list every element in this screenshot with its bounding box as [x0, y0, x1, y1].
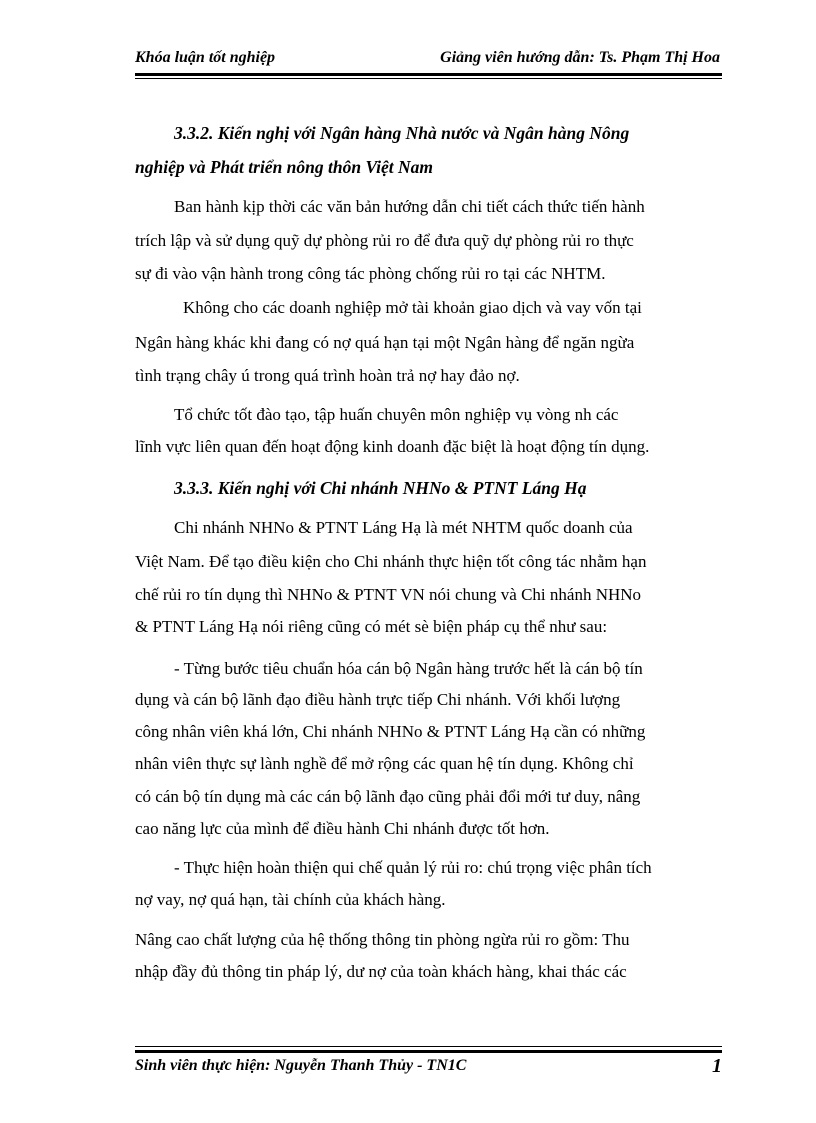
- header-rule-thick: [135, 73, 722, 76]
- paragraph-line: - Thực hiện hoàn thiện qui chế quản lý rủi ro: chú trọng việc phân tích: [174, 858, 652, 877]
- paragraph-line: nợ vay, nợ quá hạn, tài chính của khách hàng.: [135, 890, 446, 909]
- paragraph-line: & PTNT Láng Hạ nói riêng cũng có mét sè biện pháp cụ thể như sau:: [135, 617, 608, 636]
- section-heading-332-line1: 3.3.2. Kiến nghị với Ngân hàng Nhà nước và Ngân hàng Nông: [174, 123, 630, 143]
- paragraph-line: cao năng lực của mình để điều hành Chi nhánh được tốt hơn.: [135, 819, 550, 838]
- paragraph-line: Nâng cao chất lượng của hệ thống thông tin phòng ngừa rủi ro gồm: Thu: [135, 930, 630, 949]
- paragraph-line: Ban hành kịp thời các văn bản hướng dẫn chi tiết cách thức tiến hành: [174, 197, 645, 216]
- paragraph-line: Việt Nam. Để tạo điều kiện cho Chi nhánh thực hiện tốt công tác nhằm hạn: [135, 552, 647, 571]
- footer-student: Sinh viên thực hiện: Nguyễn Thanh Thủy - TN1C: [135, 1057, 467, 1074]
- paragraph-line: lĩnh vực liên quan đến hoạt động kinh doanh đặc biệt là hoạt động tín dụng.: [135, 437, 650, 456]
- paragraph-line: Chi nhánh NHNo & PTNT Láng Hạ là mét NHTM quốc doanh của: [174, 518, 633, 537]
- header-thesis-label: Khóa luận tốt nghiệp: [135, 49, 276, 66]
- footer-rule-thick: [135, 1050, 722, 1053]
- paragraph-line: có cán bộ tín dụng mà các cán bộ lãnh đạo cũng phải đổi mới tư duy, nâng: [135, 787, 641, 806]
- paragraph-line: công nhân viên khá lớn, Chi nhánh NHNo & PTNT Láng Hạ cần có những: [135, 722, 646, 741]
- paragraph-line: Tổ chức tốt đào tạo, tập huấn chuyên môn nghiệp vụ vòng nh các: [174, 405, 619, 424]
- paragraph-line: tình trạng chây ú trong quá trình hoàn trả nợ hay đảo nợ.: [135, 366, 520, 385]
- paragraph-line: nhập đầy đủ thông tin pháp lý, dư nợ của toàn khách hàng, khai thác các: [135, 962, 627, 981]
- section-heading-332-line2: nghiệp và Phát triển nông thôn Việt Nam: [135, 157, 434, 177]
- paragraph-line: - Từng bước tiêu chuẩn hóa cán bộ Ngân hàng trước hết là cán bộ tín: [174, 659, 643, 678]
- paragraph-line: nhân viên thực sự lành nghề để mở rộng các quan hệ tín dụng. Không chỉ: [135, 754, 634, 773]
- paragraph-line: chế rủi ro tín dụng thì NHNo & PTNT VN nói chung và Chi nhánh NHNo: [135, 585, 642, 604]
- paragraph-line: dụng và cán bộ lãnh đạo điều hành trực tiếp Chi nhánh. Với khối lượng: [135, 690, 621, 709]
- paragraph-line: trích lập và sử dụng quỹ dự phòng rủi ro để đưa quỹ dự phòng rủi ro thực: [135, 231, 634, 250]
- footer-rule-thin: [135, 1046, 722, 1047]
- page-header: [135, 49, 720, 71]
- paragraph-line: Ngân hàng khác khi đang có nợ quá hạn tại một Ngân hàng để ngăn ngừa: [135, 333, 635, 352]
- header-rule-thin: [135, 78, 722, 79]
- section-heading-333: 3.3.3. Kiến nghị với Chi nhánh NHNo & PTNT Láng Hạ: [174, 478, 587, 498]
- page-footer: [135, 1057, 722, 1081]
- paragraph-line: Không cho các doanh nghiệp mở tài khoản giao dịch và vay vốn tại: [183, 298, 642, 317]
- paragraph-line: sự đi vào vận hành trong công tác phòng chống rủi ro tại các NHTM.: [135, 264, 606, 283]
- header-advisor: Giảng viên hướng dẫn: Ts. Phạm Thị Hoa: [440, 49, 720, 66]
- page-number: 1: [712, 1055, 722, 1077]
